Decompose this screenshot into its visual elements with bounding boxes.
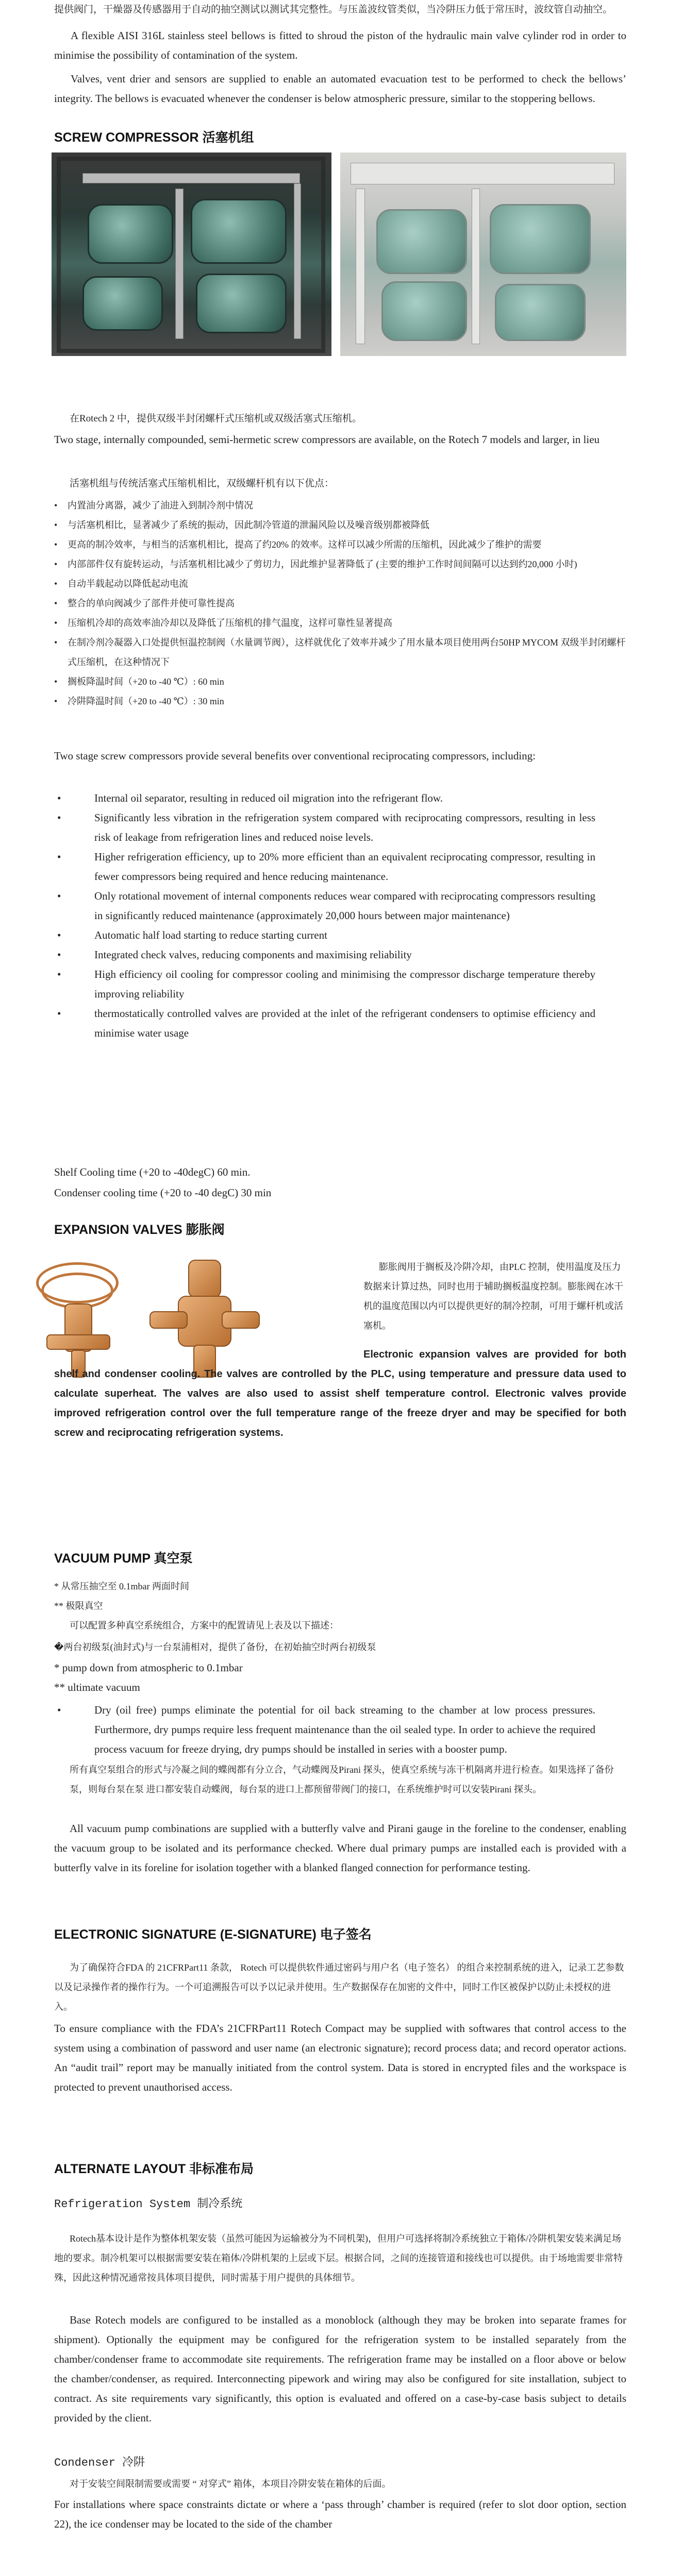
list-item: • Automatic half load starting to reduce starting current — [54, 925, 595, 945]
expansion-heading: EXPANSION VALVES 膨胀阀 — [54, 1223, 225, 1237]
vacuum-en-list — [54, 1700, 595, 1759]
esig-en-p: To ensure compliance with the FDA’s 21CFRPart11 Rotech Compact may be supplied with softwares that control access to the system using a combination of password and user name (an electronic signature); record process data; and record operator actions. An “audit trail” report may be manually initiated from the control system. Data is stored in encrypted files and the workspace is protected to prevent unauthorised access. — [54, 2022, 626, 2093]
vacuum-en-l2: ** ultimate vacuum — [54, 1681, 140, 1693]
vacuum-en-l1: * pump down from atmospheric to 0.1mbar — [54, 1662, 243, 1674]
vacuum-zh-l4: �两台初级泵(油封式)与一台泵浦相对，提供了备份，在初始抽空时两台初级泵 — [54, 1642, 376, 1652]
vacuum-zh-p2: 所有真空泵组合的形式与冷凝之间的蝶阀都有分立合，气动蝶阀及Pirani 探头，使真空系统与冻干机隔离并进行检查。如果选择了备份泵，则每台泵在泵 进口都安装自动蝶阀，每台泵的进口上都预留带阀门的接口，在系统维护时可以安装Pirani 探头。 — [70, 1765, 614, 1794]
shelf-cooling-time: Shelf Cooling time (+20 to -40degC) 60 min. — [54, 1166, 251, 1178]
list-item: • Internal oil separator, resulting in reduced oil migration into the refrigerant flow. — [54, 788, 595, 808]
screw-zh-list — [54, 496, 626, 711]
list-item: • Significantly less vibration in the refrigeration system compared with reciprocating compressors, resulting in less risk of leakage from refrigeration lines and reduced noise levels. — [54, 808, 595, 847]
list-item: • thermostatically controlled valves are provided at the inlet of the refrigerant condensers to optimise efficiency and minimise water usage — [54, 1004, 595, 1043]
vacuum-zh-l1: * 从常压抽空至 0.1mbar 两面时间 — [54, 1581, 189, 1591]
list-item: • 冷阱降温时间（+20 to -40 ℃）: 30 min — [54, 691, 626, 711]
list-item: • 与活塞机相比，显著减少了系统的振动，因此制冷管道的泄漏风险以及噪音级别都被降低 — [54, 515, 626, 535]
condenser-cooling-time: Condenser cooling time (+20 to -40 degC) 30 min — [54, 1187, 272, 1199]
alt-heading: ALTERNATE LAYOUT 非标准布局 — [54, 2162, 254, 2176]
list-item: • 整合的单向阀减少了部件并使可靠性提高 — [54, 594, 626, 613]
vacuum-zh-l3: 可以配置多种真空系统组合，方案中的配置请见上表及以下描述： — [70, 1620, 339, 1631]
list-item: • Only rotational movement of internal components reduces wear compared with reciprocating compressors resulting in significantly reduced maintenance (approximately 20,000 hours between major maintenance) — [54, 886, 595, 925]
vacuum-heading: VACUUM PUMP 真空泵 — [54, 1551, 193, 1566]
list-item: • 在制冷剂冷凝器入口处提供恒温控制阀（水量调节阀），这样就优化了效率并减少了用水量本项目使用两台50HP MYCOM 双级半封闭螺杆式压缩机，在这种情况下 — [54, 633, 626, 672]
expansion-en-bold: Electronic expansion valves are provided for both shelf and condenser cooling. The valves are controlled by the PLC, using temperature and pressure data used to calculate superheat. The valves are also used to assist shelf temperature control. Electronic valves provide improved refrigeration control over the full temperature range of the freeze dryer and may be specified for both screw and reciprocating refrigeration systems. — [54, 1349, 626, 1438]
esig-zh-p: 为了确保符合FDA 的 21CFRPart11 条款， Rotech 可以提供软件通过密码与用户名（电子签名） 的组合来控制系统的进入，记录工艺参数以及记录操作者的操作行为。一个可追溯报告可以予以记录并使用。生产数据保存在加密的文件中，同时工作区被保护以防止未授权的进入。 — [54, 1962, 624, 2012]
screw-compressor-photo-right — [340, 152, 626, 356]
intro-en-p1: A flexible AISI 316L stainless steel bellows is fitted to shroud the piston of the hydraulic main valve cylinder rod in order to minimise the possibility of contamination of the system. — [54, 29, 626, 61]
list-item: • Integrated check valves, reducing components and maximising reliability — [54, 945, 595, 964]
alt-en-p2: For installations where space constraints dictate or where a ‘pass through’ chamber is required (refer to slot door option, section 22), the ice condenser may be located to the side of the chamber — [54, 2498, 626, 2530]
list-item: • Dry (oil free) pumps eliminate the potential for oil back streaming to the chamber at low process pressures. Furthermore, dry pumps require less frequent maintenance than the oil sealed type. In order to achieve the required process vacuum for freeze drying, dry pumps should be installed in series with a booster pump. — [54, 1700, 595, 1759]
list-item: • 更高的制冷效率，与相当的活塞机相比，提高了约20% 的效率。这样可以减少所需的压缩机，因此减少了维护的需要 — [54, 535, 626, 554]
alt-zh-p2: 对于安装空间限制需要或需要 “ 对穿式” 箱体，本项目冷阱安装在箱体的后面。 — [70, 2479, 391, 2489]
screw-heading: SCREW COMPRESSOR 活塞机组 — [54, 130, 254, 145]
screw-en-p: Two stage, internally compounded, semi-hermetic screw compressors are available, on the Rotech 7 models and larger, in lieu — [54, 433, 600, 446]
alt-sub-condenser: Condenser 冷阱 — [54, 2456, 145, 2469]
alt-en-p1: Base Rotech models are configured to be installed as a monoblock (although they may be broken into separate frames for shipment). Optionally the equipment may be configured for the refrigeration system to be installed separately from the chamber/condenser frame to accommodate site requirements. The refrigeration frame may be installed on a floor above or below the chamber/condenser, as required. Interconnecting pipework and wiring may also be configured for site installation, subject to contract. As site requirements vary significantly, this option is evaluated and offered on a case-by-case basis subject to details provided by the client. — [54, 2314, 626, 2424]
alt-zh-p1: Rotech基本设计是作为整体机架安装（虽然可能因为运输被分为不同机架)，但用户可选择将制冷系统独立于箱体/冷阱机架安装来满足场地的要求。制冷机架可以根据需要安装在箱体/冷阱机架的上层或下层。根据合同，之间的连接管道和接线也可以提供。由于场地需要非常特殊，因此这种情况通常按具体项目提供，同时需基于用户提供的具体细节。 — [54, 2233, 623, 2283]
intro-zh-line: 提供阀门，干燥器及传感器用于自动的抽空测试以测试其完整性。与压盖波纹管类似，当冷阱压力低于常压时，波纹管自动抽空。 — [54, 4, 613, 15]
list-item: • 内置油分离器，减少了油进入到制冷剂中情况 — [54, 496, 626, 515]
expansion-zh-p: 膨胀阀用于搁板及冷阱冷却，由PLC 控制，使用温度及压力数据来计算过热，同时也用于辅助搁板温度控制。膨胀阀在冰干机的温度范围以内可以提供更好的制冷控制，可用于螺杆机或活塞机。 — [363, 1262, 623, 1331]
screw-zh-intro: 活塞机组与传统活塞式压缩机相比，双级螺杆机有以下优点： — [70, 478, 335, 489]
screw-en-intro: Two stage screw compressors provide several benefits over conventional reciprocating compressors, including: — [54, 750, 536, 762]
list-item: • 压缩机冷却的高效率油冷却以及降低了压缩机的排气温度，这样可靠性显著提高 — [54, 613, 626, 633]
screw-compressor-photo-left — [52, 152, 331, 356]
list-item: • High efficiency oil cooling for compressor cooling and minimising the compressor discharge temperature thereby improving reliability — [54, 964, 595, 1004]
esig-heading: ELECTRONIC SIGNATURE (E-SIGNATURE) 电子签名 — [54, 1927, 372, 1942]
screw-en-list — [54, 788, 595, 1043]
vacuum-en-p: All vacuum pump combinations are supplied with a butterfly valve and Pirani gauge in the foreline to the condenser, enabling the vacuum group to be isolated and its performance checked. Where dual primary pumps are installed each is provided with a butterfly valve in its foreline for isolation together with a blanked flanged connection for performance testing. — [54, 1822, 626, 1874]
intro-en-p2: Valves, vent drier and sensors are supplied to enable an automated evacuation test to be performed to check the bellows’ integrity. The bellows is evacuated whenever the condenser is below atmospheric pressure, similar to the stoppering bellows. — [54, 73, 626, 105]
list-item: • 搁板降温时间（+20 to -40 ℃）: 60 min — [54, 672, 626, 691]
list-item: • 自动半载起动以降低起动电流 — [54, 574, 626, 594]
list-item: • Higher refrigeration efficiency, up to 20% more efficient than an equivalent reciprocating compressor, resulting in fewer compressors being required and hence reducing maintenance. — [54, 847, 595, 886]
vacuum-zh-l2: ** 极限真空 — [54, 1601, 103, 1611]
screw-zh-p: 在Rotech 2 中，提供双级半封闭螺杆式压缩机或双级活塞式压缩机。 — [70, 413, 362, 424]
alt-sub-refrigeration: Refrigeration System 制冷系统 — [54, 2198, 243, 2211]
list-item: • 内部部件仅有旋转运动，与活塞机相比减少了剪切力，因此维护显著降低了 (主要的维护工作时间间隔可以达到约20,000 小时) — [54, 554, 626, 574]
